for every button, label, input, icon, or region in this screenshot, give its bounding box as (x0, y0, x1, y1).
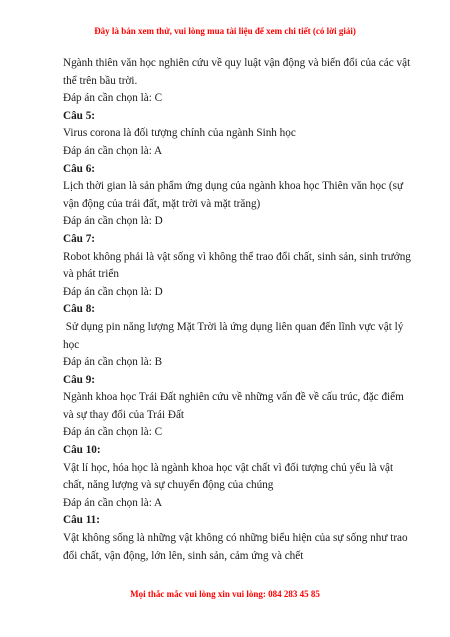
question-text: Virus corona là đối tượng chính của ngành Sinh học (63, 127, 296, 140)
question-label: Câu 6: (63, 162, 96, 175)
question-label: Câu 7: (63, 232, 96, 245)
intro-text: Ngành thiên văn học nghiên cứu về quy luật vận động và biến đổi của các vật thể trên bầu trời. (63, 57, 411, 87)
answer-text: Đáp án cần chọn là: A (63, 496, 163, 509)
contact-notice: Mọi thắc mắc vui lòng xin vui lòng: 084 283 45 85 (130, 589, 320, 599)
question-text: Lịch thời gian là sản phẩm ứng dụng của ngành khoa học Thiên văn học (sự vận động của trái đất, mặt trời và mặt trăng) (63, 180, 404, 210)
question-label: Câu 11: (63, 514, 100, 527)
question-text: Sử dụng pin năng lượng Mặt Trời là ứng dụng liên quan đến lĩnh vực vật lý học (63, 320, 407, 351)
question-text: Robot không phải là vật sống vì không thể trao đổi chất, sinh sản, sinh trưởng và phát triển (63, 250, 411, 281)
answer-text: Đáp án cần chọn là: D (63, 285, 163, 298)
answer-text: Đáp án cần chọn là: D (63, 215, 163, 228)
question-text: Vật không sống là những vật không có những biểu hiện của sự sống như trao đổi chất, vận động, lớn lên, sinh sản, cảm ứng và chết (63, 532, 408, 562)
question-text: Ngành khoa học Trái Đất nghiên cứu về những vấn đề về cấu trúc, đặc điểm và sự thay đổi của Trái Đất (63, 391, 404, 421)
intro-answer: Đáp án cần chọn là: C (63, 92, 163, 105)
answer-text: Đáp án cần chọn là: C (63, 426, 163, 439)
preview-notice: Đây là bản xem thử, vui lòng mua tài liệu để xem chi tiết (có lời giải) (94, 26, 356, 36)
answer-text: Đáp án cần chọn là: B (63, 356, 163, 369)
question-label: Câu 10: (63, 444, 101, 457)
question-label: Câu 9: (63, 373, 96, 386)
document-body (63, 55, 415, 565)
question-label: Câu 5: (63, 109, 96, 122)
answer-text: Đáp án cần chọn là: A (63, 144, 163, 157)
question-label: Câu 8: (63, 303, 96, 316)
question-text: Vật lí học, hóa học là ngành khoa học vật chất vì đối tượng chủ yếu là vật chất, năng lượng và sự chuyển động của chúng (63, 461, 394, 492)
